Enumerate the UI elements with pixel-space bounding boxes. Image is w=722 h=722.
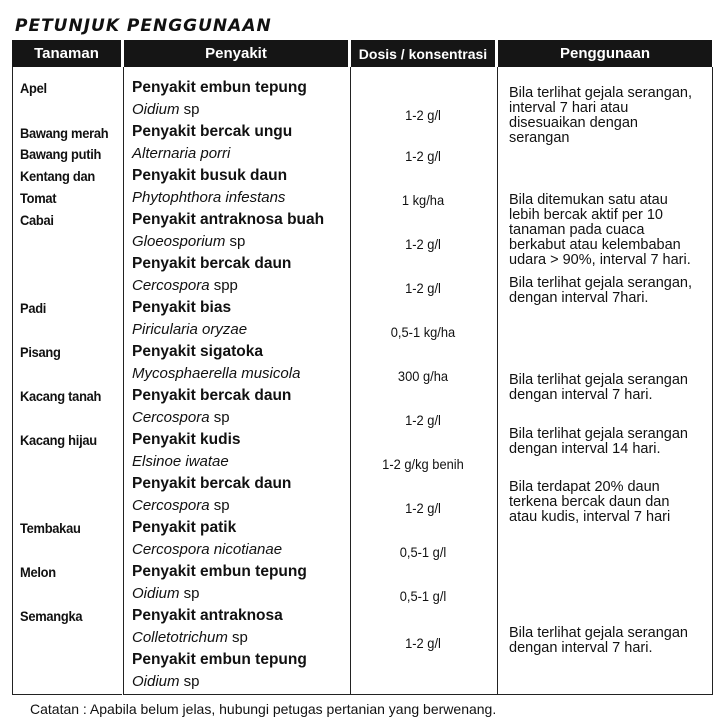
usage-text: Bila ditemukan satu atau lebih bercak aktif per 10 tanaman pada cuaca berkabut atau kelembaban udara > 90%, interval 7 hari.	[509, 192, 691, 268]
plant-name: Bawang merah	[20, 125, 109, 141]
plant-name: Kentang dan	[20, 168, 95, 184]
disease-name: Penyakit antraknosa buah	[132, 211, 325, 228]
pathogen-name: Elsinoe iwatae	[132, 453, 229, 470]
dose-value: 300 g/ha	[397, 368, 449, 384]
plant-name: Semangka	[20, 608, 83, 624]
plant-name: Melon	[20, 564, 56, 580]
header-tanaman: Tanaman	[12, 40, 121, 67]
dose-value: 0,5-1 kg/ha	[390, 324, 456, 340]
usage-text: Bila terlihat gejala serangan, interval 7 hari atau disesuaikan dengan serangan	[509, 85, 692, 146]
usage-text: Bila terlihat gejala serangan dengan interval 7 hari.	[509, 372, 688, 403]
header-penggunaan: Penggunaan	[498, 40, 712, 67]
page-title: PETUNJUK PENGGUNAAN	[15, 16, 272, 36]
footnote: Catatan : Apabila belum jelas, hubungi petugas pertanian yang berwenang.	[30, 701, 497, 717]
header-dosis: Dosis / konsentrasi	[351, 40, 495, 67]
disease-name: Penyakit patik	[132, 519, 237, 536]
dose-value: 1-2 g/l	[405, 107, 441, 123]
pathogen-name: Colletotrichum sp	[132, 629, 248, 646]
dose-value: 0,5-1 g/l	[399, 588, 447, 604]
pathogen-name: Piricularia oryzae	[132, 321, 248, 338]
dose-value: 1-2 g/kg benih	[382, 456, 464, 472]
dose-value: 0,5-1 g/l	[399, 544, 447, 560]
dose-value: 1-2 g/l	[405, 635, 441, 651]
disease-name: Penyakit bias	[132, 299, 232, 316]
pathogen-name: Cercospora spp	[132, 277, 238, 294]
disease-name: Penyakit antraknosa	[132, 607, 283, 624]
disease-name: Penyakit kudis	[132, 431, 241, 448]
plant-name: Tomat	[20, 190, 57, 206]
dose-value: 1-2 g/l	[405, 148, 441, 164]
pathogen-name: Phytophthora infestans	[132, 189, 286, 206]
plant-name: Kacang hijau	[20, 432, 97, 448]
plant-name: Padi	[20, 300, 47, 316]
pathogen-name: Oidium sp	[132, 101, 200, 118]
plant-name: Tembakau	[20, 520, 81, 536]
pathogen-name: Mycosphaerella musicola	[132, 365, 301, 382]
dose-value: 1-2 g/l	[405, 236, 441, 252]
dose-value: 1 kg/ha	[401, 192, 445, 208]
disease-name: Penyakit bercak daun	[132, 475, 292, 492]
usage-text: Bila terlihat gejala serangan dengan interval 7 hari.	[509, 625, 688, 656]
pathogen-name: Alternaria porri	[132, 145, 231, 162]
usage-text: Bila terdapat 20% daun terkena bercak daun dan atau kudis, interval 7 hari	[509, 479, 671, 525]
disease-name: Penyakit sigatoka	[132, 343, 263, 360]
disease-name: Penyakit embun tepung	[132, 79, 307, 96]
plant-name: Kacang tanah	[20, 388, 102, 404]
pathogen-name: Cercospora sp	[132, 497, 230, 514]
disease-name: Penyakit embun tepung	[132, 651, 307, 668]
pathogen-name: Cercospora sp	[132, 409, 230, 426]
usage-text: Bila terlihat gejala serangan, dengan interval 7hari.	[509, 275, 692, 306]
dose-value: 1-2 g/l	[405, 500, 441, 516]
dose-value: 1-2 g/l	[405, 280, 441, 296]
plant-name: Bawang putih	[20, 146, 102, 162]
disease-name: Penyakit busuk daun	[132, 167, 288, 184]
disease-name: Penyakit bercak daun	[132, 387, 292, 404]
disease-name: Penyakit bercak daun	[132, 255, 292, 272]
pathogen-name: Oidium sp	[132, 673, 200, 690]
pathogen-name: Oidium sp	[132, 585, 200, 602]
usage-table	[12, 40, 712, 695]
pathogen-name: Cercospora nicotianae	[132, 541, 283, 558]
dose-value: 1-2 g/l	[405, 412, 441, 428]
usage-text: Bila terlihat gejala serangan dengan interval 14 hari.	[509, 426, 688, 457]
disease-name: Penyakit embun tepung	[132, 563, 307, 580]
plant-name: Pisang	[20, 344, 61, 360]
plant-name: Cabai	[20, 212, 54, 228]
header-penyakit: Penyakit	[124, 40, 348, 67]
pathogen-name: Gloeosporium sp	[132, 233, 246, 250]
plant-name: Apel	[20, 80, 47, 96]
disease-name: Penyakit bercak ungu	[132, 123, 293, 140]
